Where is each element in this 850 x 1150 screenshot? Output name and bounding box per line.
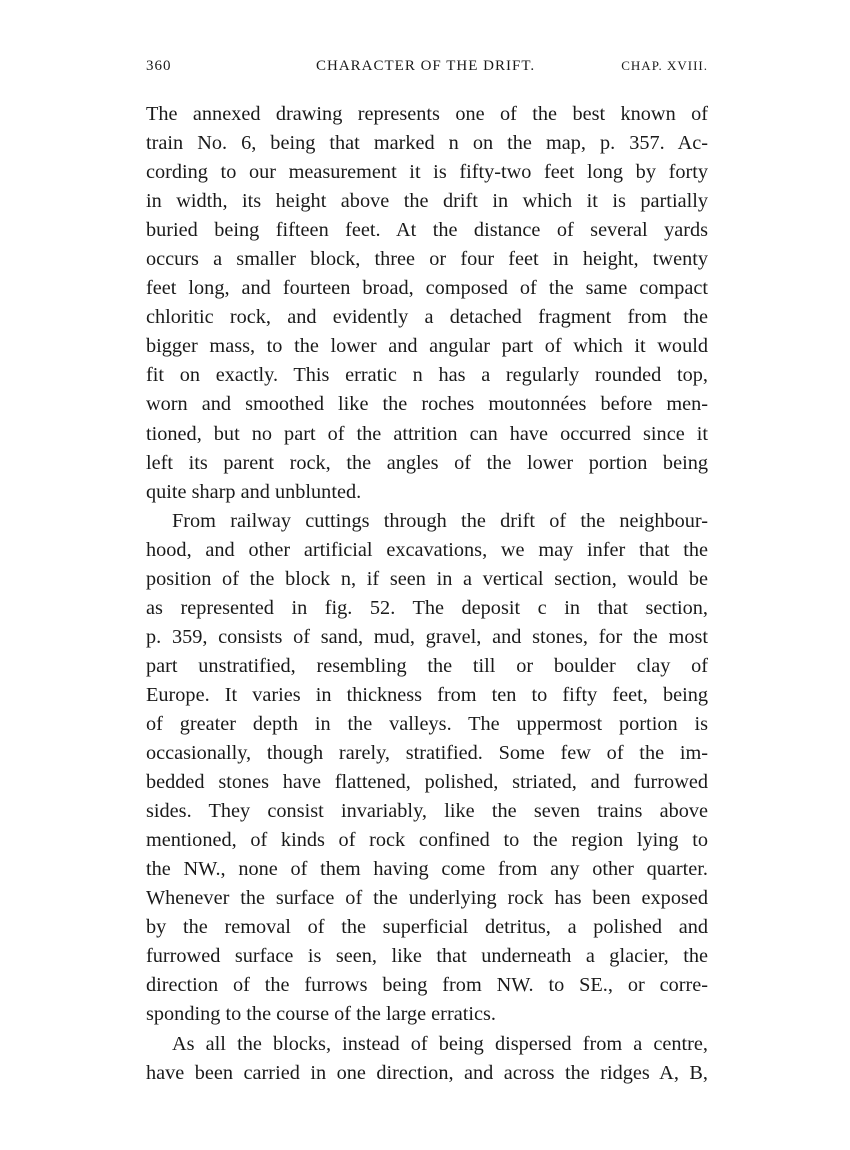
text-line: part unstratified, resembling the till or boulder clay of [146, 654, 708, 677]
paragraph-1 [146, 100, 708, 507]
text-line: quite sharp and unblunted. [146, 480, 362, 503]
body-text [146, 100, 708, 1088]
paragraph-2 [146, 507, 708, 1030]
text-line: position of the block n, if seen in a vertical section, would be [146, 567, 708, 590]
text-line: bigger mass, to the lower and angular part of which it would [146, 335, 708, 358]
text-line: of greater depth in the valleys. The uppermost portion is [146, 712, 708, 735]
text-line: Whenever the surface of the underlying rock has been exposed [146, 887, 708, 910]
chapter-label: CHAP. XVIII. [621, 58, 708, 73]
text-line: fit on exactly. This erratic n has a regularly rounded top, [146, 364, 708, 387]
text-line: buried being fifteen feet. At the distance of several yards [146, 219, 708, 242]
text-line: furrowed surface is seen, like that underneath a glacier, the [146, 945, 708, 968]
text-line: worn and smoothed like the roches moutonnées before men- [146, 393, 708, 416]
text-line: bedded stones have flattened, polished, striated, and furrowed [146, 771, 708, 794]
text-line: the NW., none of them having come from any other quarter. [146, 858, 708, 881]
text-line: From railway cuttings through the drift of the neighbour- [172, 509, 708, 532]
text-line: sides. They consist invariably, like the seven trains above [146, 800, 708, 823]
text-line: by the removal of the superficial detritus, a polished and [146, 916, 708, 939]
text-line: As all the blocks, instead of being dispersed from a centre, [172, 1032, 708, 1055]
running-header [146, 58, 708, 88]
text-line: as represented in fig. 52. The deposit c in that section, [146, 596, 708, 619]
text-line: The annexed drawing represents one of the best known of [146, 103, 708, 125]
text-line: occasionally, though rarely, stratified. Some few of the im- [146, 742, 708, 765]
text-line: train No. 6, being that marked n on the map, p. 357. Ac- [146, 132, 708, 155]
text-line: p. 359, consists of sand, mud, gravel, and stones, for the most [146, 625, 708, 648]
text-line: chloritic rock, and evidently a detached fragment from the [146, 306, 708, 329]
text-line: in width, its height above the drift in which it is partially [146, 190, 708, 213]
text-line: cording to our measurement it is fifty-two feet long by forty [146, 161, 708, 184]
text-line: feet long, and fourteen broad, composed of the same compact [146, 277, 708, 300]
text-line: mentioned, of kinds of rock confined to the region lying to [146, 829, 708, 852]
text-line: Europe. It varies in thickness from ten to fifty feet, being [146, 683, 708, 706]
paragraph-3 [146, 1030, 708, 1088]
text-line: hood, and other artificial excavations, we may infer that the [146, 538, 708, 561]
text-line: sponding to the course of the large erratics. [146, 1003, 496, 1026]
text-line: left its parent rock, the angles of the lower portion being [146, 451, 708, 474]
text-line: tioned, but no part of the attrition can have occurred since it [146, 422, 708, 445]
page-number: 360 [146, 58, 172, 74]
text-line: occurs a smaller block, three or four feet in height, twenty [146, 248, 708, 271]
text-line: direction of the furrows being from NW. to SE., or corre- [146, 974, 708, 997]
running-title: CHARACTER OF THE DRIFT. [316, 58, 536, 74]
text-line: have been carried in one direction, and across the ridges A, B, [146, 1061, 708, 1084]
